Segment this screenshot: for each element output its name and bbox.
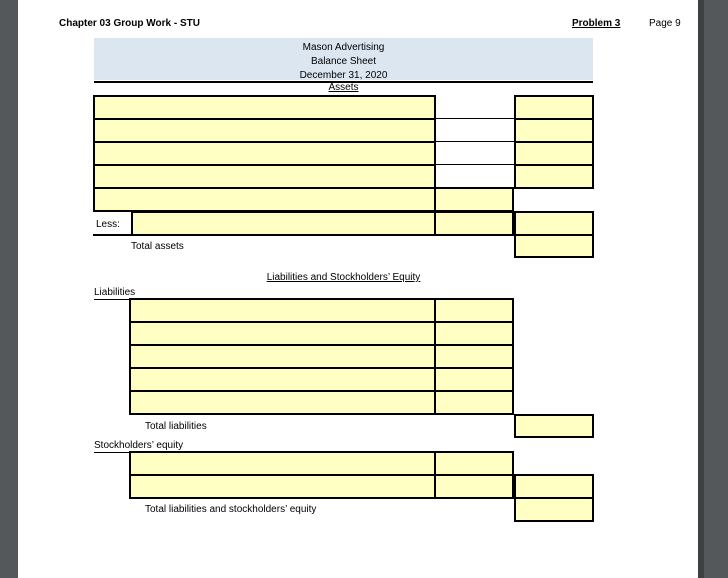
liability-label-input-1[interactable] xyxy=(129,298,436,323)
asset-amount-input-2[interactable] xyxy=(514,118,594,143)
middle-column-rule xyxy=(434,141,514,142)
total-liabilities-input[interactable] xyxy=(514,414,594,438)
liability-amount-input-2[interactable] xyxy=(434,321,514,346)
asset-amount-input-3[interactable] xyxy=(514,141,594,166)
total-assets-input[interactable] xyxy=(514,234,594,258)
total-liabilities-equity-input[interactable] xyxy=(514,497,594,522)
less-label: Less: xyxy=(96,219,120,230)
asset-amount-input-1[interactable] xyxy=(514,95,594,120)
equity-label-input-2[interactable] xyxy=(129,474,436,499)
total-assets-label: Total assets xyxy=(131,241,184,252)
liability-amount-input-3[interactable] xyxy=(434,344,514,369)
asset-label-input-4[interactable] xyxy=(93,164,436,189)
total-liabilities-equity-label: Total liabilities and stockholders’ equity xyxy=(145,504,317,515)
liability-amount-input-5[interactable] xyxy=(434,390,514,415)
equity-label-input-1[interactable] xyxy=(129,451,436,476)
asset-label-input-3[interactable] xyxy=(93,141,436,166)
liability-label-input-3[interactable] xyxy=(129,344,436,369)
page-number: Page 9 xyxy=(649,18,681,29)
page-shadow xyxy=(698,0,704,578)
document-title: Chapter 03 Group Work - STU xyxy=(59,18,200,29)
company-name: Mason Advertising xyxy=(302,42,385,53)
less-amount-input[interactable] xyxy=(514,211,594,236)
asset-label-input-2[interactable] xyxy=(93,118,436,143)
asset-label-input-1[interactable] xyxy=(93,95,436,120)
statement-date: December 31, 2020 xyxy=(299,70,388,81)
asset-label-input-5[interactable] xyxy=(93,187,436,212)
liability-label-input-2[interactable] xyxy=(129,321,436,346)
less-label-input[interactable] xyxy=(131,211,436,236)
statement-name: Balance Sheet xyxy=(310,56,377,67)
middle-column-rule xyxy=(434,118,514,119)
liability-label-input-4[interactable] xyxy=(129,367,436,392)
total-liabilities-label: Total liabilities xyxy=(145,421,207,432)
total-equity-input[interactable] xyxy=(514,474,594,499)
assets-heading: Assets xyxy=(328,82,359,93)
liabilities-equity-heading: Liabilities and Stockholders’ Equity xyxy=(266,272,421,283)
middle-column-rule xyxy=(434,164,514,165)
less-middle-input[interactable] xyxy=(434,211,514,236)
equity-amount-input-2[interactable] xyxy=(434,474,514,499)
liabilities-label: Liabilities xyxy=(94,287,136,298)
equity-amount-input-1[interactable] xyxy=(434,451,514,476)
asset-amount-input-4[interactable] xyxy=(514,164,594,189)
liability-amount-input-4[interactable] xyxy=(434,367,514,392)
liability-amount-input-1[interactable] xyxy=(434,298,514,323)
stockholders-equity-label: Stockholders’ equity xyxy=(94,440,184,451)
liability-label-input-5[interactable] xyxy=(129,390,436,415)
less-underline xyxy=(93,234,133,236)
document-page xyxy=(18,0,698,578)
asset-middle-input[interactable] xyxy=(434,187,514,212)
problem-number: Problem 3 xyxy=(572,18,621,29)
